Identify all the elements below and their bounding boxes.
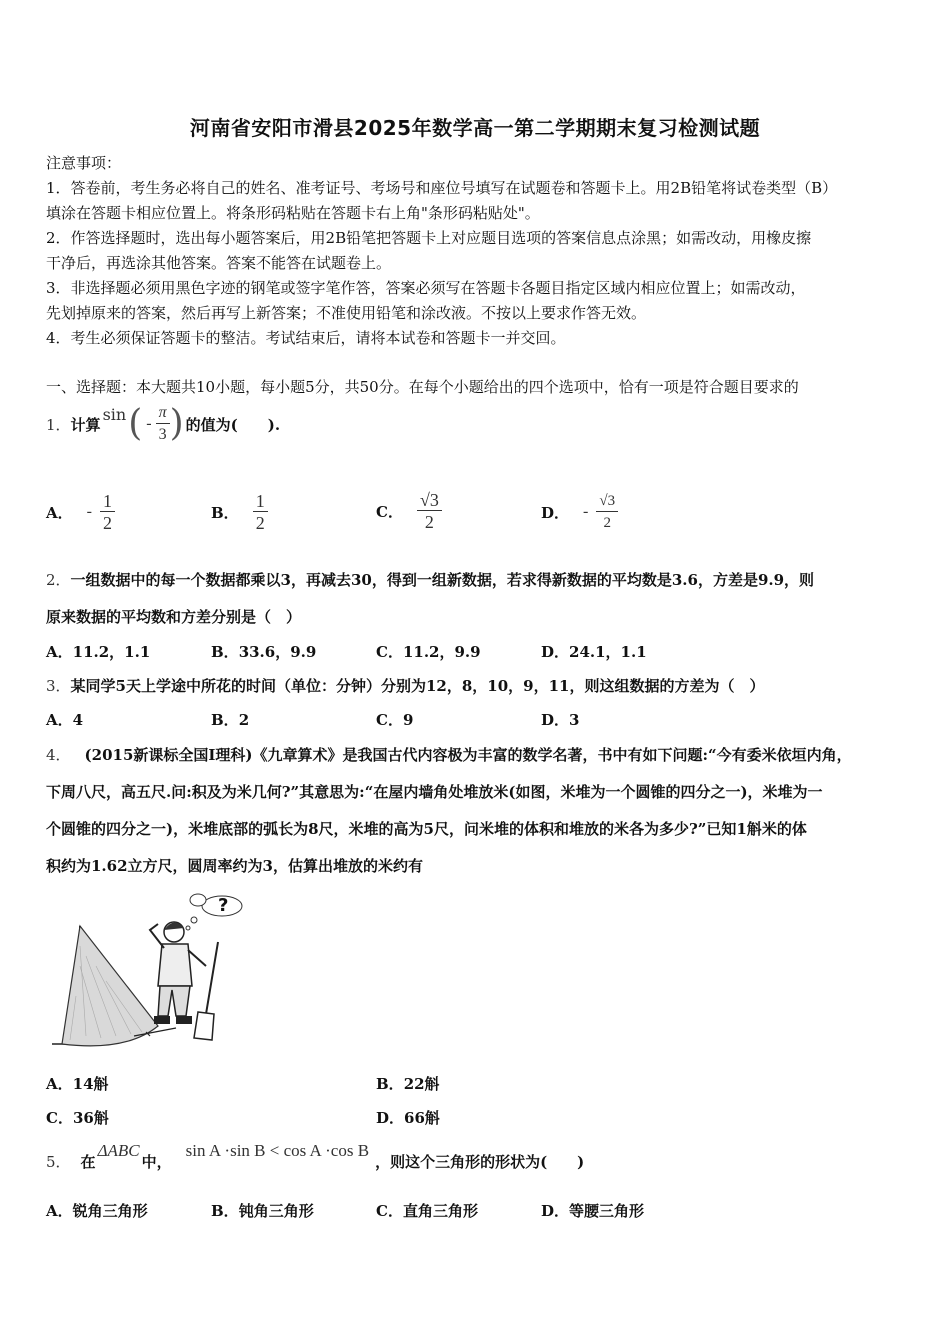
option-label: A． — [46, 1075, 73, 1093]
question-text: 的值为( ). — [185, 415, 281, 434]
option-label: C． — [376, 643, 403, 661]
notes-line: 1．答卷前，考生务必将自己的姓名、准考证号、考场号和座位号填写在试题卷和答题卡上。用2B铅笔将试卷类型（B） — [46, 179, 838, 197]
section-heading: 一、选择题：本大题共10小题，每小题5分，共50分。在每个小题给出的四个选项中，恰有一项是符合题目要求的 — [46, 378, 799, 396]
minus-sign: - — [146, 415, 152, 432]
fraction-numerator: 1 — [100, 491, 115, 512]
option-a[interactable] — [46, 1073, 109, 1094]
option-a[interactable] — [46, 490, 115, 534]
option-label: A． — [46, 503, 73, 522]
option-label: D． — [541, 643, 570, 661]
fraction-denominator: 2 — [255, 512, 265, 533]
option-label: B． — [376, 1075, 404, 1093]
option-label: A． — [46, 643, 73, 661]
option-label: C． — [376, 1202, 403, 1220]
option-label: B． — [211, 1202, 239, 1220]
option-c[interactable] — [376, 641, 481, 662]
notes-line: 先划掉原来的答案，然后再写上新答案；不准使用铅笔和涂改液。不按以上要求作答无效。 — [46, 304, 647, 322]
option-text: 24.1，1.1 — [569, 643, 647, 661]
sin-function: sin — [102, 404, 127, 424]
option-text: 等腰三角形 — [569, 1202, 645, 1220]
question-2 — [46, 569, 814, 590]
option-label: C． — [46, 1109, 73, 1127]
option-label: B． — [211, 503, 239, 522]
paren-right: ) — [169, 403, 184, 444]
question-text: 中， — [141, 1152, 172, 1171]
fraction-denominator: 2 — [102, 512, 112, 533]
option-text: 3 — [569, 711, 580, 729]
option-b[interactable] — [376, 1073, 440, 1094]
notes-heading: 注意事项： — [46, 154, 122, 172]
question-text: 积约为1.62立方尺，圆周率约为3，估算出堆放的米约有 — [46, 857, 423, 875]
question-text: 原来数据的平均数和方差分别是（ ） — [46, 608, 302, 626]
option-d[interactable] — [541, 641, 647, 662]
option-label: D． — [541, 1202, 570, 1220]
fraction-denominator: 3 — [158, 425, 167, 443]
option-fraction — [253, 491, 268, 534]
option-c[interactable] — [376, 488, 442, 534]
option-label: D． — [541, 503, 570, 522]
option-b[interactable] — [211, 641, 316, 662]
paren-left: ( — [128, 403, 143, 444]
option-a[interactable] — [46, 641, 150, 662]
option-text: 66斛 — [404, 1109, 440, 1127]
option-label: C． — [376, 711, 403, 729]
option-text: 36斛 — [72, 1109, 109, 1127]
option-text: 11.2，1.1 — [72, 643, 151, 661]
option-text: 2 — [238, 711, 250, 729]
option-a[interactable] — [46, 1200, 148, 1221]
fraction-numerator: π — [156, 403, 170, 424]
notes-line: 干净后，再选涂其他答案。答案不能答在试题卷上。 — [46, 254, 392, 272]
fraction-denominator: 2 — [603, 514, 611, 531]
option-text: 锐角三角形 — [72, 1202, 148, 1220]
option-c[interactable] — [46, 1107, 109, 1128]
question-text: 在 — [80, 1152, 96, 1171]
option-d[interactable] — [376, 1107, 440, 1128]
triangle-abc: ΔABC — [97, 1141, 140, 1160]
option-c[interactable] — [376, 1200, 478, 1221]
minus-sign: - — [86, 503, 92, 520]
option-fraction — [417, 490, 442, 533]
option-label: A． — [46, 1202, 73, 1220]
rice-pile-illustration — [46, 886, 246, 1050]
option-fraction — [100, 491, 115, 534]
question-number: 3． — [46, 677, 71, 695]
question-text: ，则这个三角形的形状为( ) — [375, 1152, 585, 1171]
minus-sign: - — [583, 503, 589, 520]
question-text: 下周八尺，高五尺.问:积及为米几何?”其意思为:“在屋内墙角处堆放米(如图，米堆为一个圆锥的四分之一)，米堆为一 — [46, 783, 823, 801]
question-5 — [46, 1138, 584, 1184]
question-text: 计算 — [70, 415, 101, 434]
option-text: 14斛 — [72, 1075, 109, 1093]
question-1 — [46, 402, 280, 446]
option-text: 11.2，9.9 — [402, 643, 481, 661]
option-b[interactable] — [211, 1200, 314, 1221]
question-text: 一组数据中的每一个数据都乘以3，再减去30，得到一组新数据，若求得新数据的平均数是3.6，方差是9.9，则 — [70, 571, 815, 589]
pi-over-3-fraction — [156, 403, 170, 446]
option-c[interactable] — [376, 709, 413, 730]
sin-expression — [103, 403, 184, 446]
option-b[interactable] — [211, 709, 249, 730]
option-label: B． — [211, 643, 239, 661]
question-3 — [46, 675, 764, 696]
option-text: 4 — [72, 711, 84, 729]
page-title: 河南省安阳市滑县2025年数学高一第二学期期末复习检测试题 — [189, 116, 761, 140]
option-d[interactable] — [541, 1200, 644, 1221]
option-label: D． — [541, 711, 570, 729]
option-label: C． — [376, 502, 403, 521]
option-b[interactable] — [211, 490, 268, 534]
fraction-numerator: √3 — [596, 491, 618, 512]
question-number: 4． — [46, 746, 71, 764]
question-text: 某同学5天上学途中所花的时间（单位：分钟）分别为12，8，10，9，11，则这组数据的方差为（ ） — [70, 677, 765, 695]
question-number: 5． — [46, 1152, 71, 1171]
notes-line: 填涂在答题卡相应位置上。将条形码粘贴在答题卡右上角"条形码粘贴处"。 — [46, 204, 540, 222]
option-text: 直角三角形 — [402, 1202, 478, 1220]
svg-text:?: ? — [218, 895, 229, 916]
option-d[interactable] — [541, 709, 579, 730]
option-text: 钝角三角形 — [238, 1202, 314, 1220]
option-d[interactable] — [541, 490, 618, 534]
option-fraction — [596, 491, 618, 534]
inequality-expression: sin A ·sin B < cos A ·cos B — [185, 1141, 370, 1160]
fraction-denominator: 2 — [424, 511, 434, 532]
notes-line: 3．非选择题必须用黑色字迹的钢笔或签字笔作答，答案必须写在答题卡各题目指定区域内相应位置上；如需改动， — [46, 279, 806, 297]
question-text: (2015新课标全国I理科)《九章算术》是我国古代内容极为丰富的数学名著，书中有如下问题:“今有委米依垣内角， — [84, 746, 852, 764]
question-number: 2． — [46, 571, 71, 589]
option-text: 33.6，9.9 — [238, 643, 317, 661]
option-label: A． — [46, 711, 73, 729]
option-text: 9 — [402, 711, 414, 729]
option-label: B． — [211, 711, 239, 729]
option-label: D． — [376, 1109, 405, 1127]
question-number: 1． — [46, 415, 71, 434]
question-text: 个圆锥的四分之一)，米堆底部的弧长为8尺，米堆的高为5尺，问米堆的体积和堆放的米各为多少?”已知1斛米的体 — [46, 820, 807, 838]
notes-line: 2．作答选择题时，选出每小题答案后，用2B铅笔把答题卡上对应题目选项的答案信息点涂黑；如需改动，用橡皮擦 — [46, 229, 812, 247]
option-text: 22斛 — [403, 1075, 440, 1093]
question-4 — [46, 744, 852, 765]
fraction-numerator: √3 — [417, 490, 442, 511]
notes-line: 4．考生必须保证答题卡的整洁。考试结束后，请将本试卷和答题卡一并交回。 — [46, 329, 566, 347]
fraction-numerator: 1 — [253, 491, 268, 512]
option-a[interactable] — [46, 709, 83, 730]
